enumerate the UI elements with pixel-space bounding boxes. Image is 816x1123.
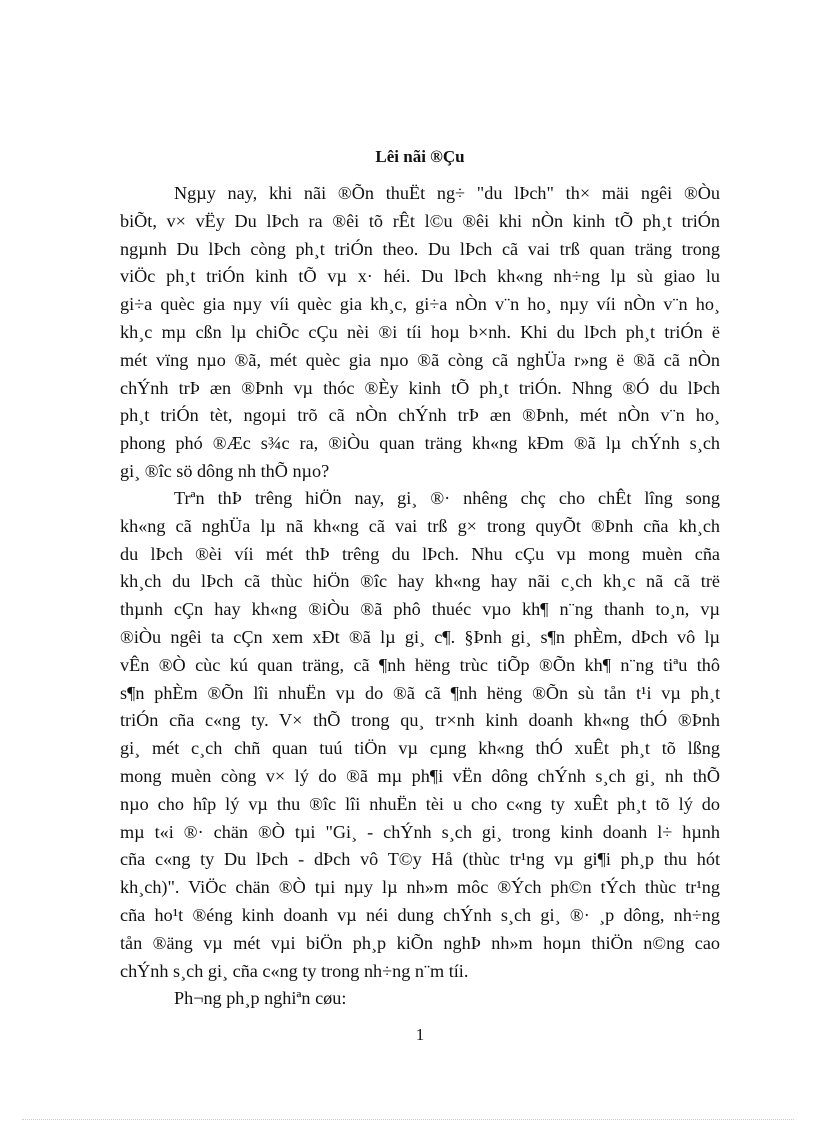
paragraph-line: nµo cho hîp lý vµ thu ®îc lîi nhuËn tèi u cho c«ng ty xuÊt ph¸t tõ lý do (120, 793, 720, 814)
page-bottom-rule (22, 1119, 794, 1120)
paragraph-3 (120, 985, 720, 1013)
paragraph-line: chÝnh s¸ch gi¸ cña c«ng ty trong nh÷ng n¨m tíi. (120, 960, 469, 981)
paragraph-line: mong muèn còng v× lý do ®ã mµ ph¶i vËn dông chÝnh s¸ch gi¸ nh thÕ (120, 765, 720, 786)
paragraph-line: Ngµy nay, khi nãi ®Õn thuËt ng÷ "du lÞch" th× mäi ngêi ®Òu (174, 183, 720, 203)
document-title: Lêi nãi ®Çu (375, 147, 465, 166)
paragraph-line: phong phó ®Æc s¾c ra, ®iÒu quan träng kh«ng kÐm ®ã lµ chÝnh s¸ch (120, 433, 720, 454)
paragraph-line: viÖc ph¸t triÓn kinh tÕ vµ x· héi. Du lÞch kh«ng nh÷ng lµ sù giao lu (120, 266, 720, 287)
paragraph-line: biÕt, v× vËy Du lÞch ra ®êi tõ rÊt l©u ®êi khi nÒn kinh tÕ ph¸t triÓn (120, 210, 720, 231)
paragraph-2 (120, 485, 720, 985)
paragraph-line: mét vïng nµo ®ã, mét quèc gia nµo ®ã còng cã nghÜa r»ng ë ®ã cã nÒn (120, 349, 720, 370)
paragraph-line: gi¸ ®îc sö dông nh thÕ nµo? (120, 460, 330, 481)
paragraph-line: ®iÒu ngêi ta cÇn xem xÐt ®ã lµ gi¸ c¶. §Þnh gi¸ s¶n phÈm, dÞch vô lµ (120, 626, 720, 647)
paragraph-line: ngµnh Du lÞch còng ph¸t triÓn theo. Du lÞch cã vai trß quan träng trong (120, 238, 720, 259)
paragraph-line: s¶n phÈm ®Õn lîi nhuËn vµ do ®ã cã ¶nh hëng ®Õn sù tån t¹i vµ ph¸t (120, 682, 720, 703)
paragraph-line: kh«ng cã nghÜa lµ nã kh«ng cã vai trß g× trong quyÕt ®Þnh cña kh¸ch (120, 515, 720, 536)
paragraph-line: kh¸c mµ cßn lµ chiÕc cÇu nèi ®i tíi hoµ b×nh. Khi du lÞch ph¸t triÓn ë (120, 321, 720, 342)
paragraph-line: Ph¬ng ph¸p nghiªn cøu: (174, 988, 347, 1008)
paragraph-line: kh¸ch du lÞch cã thùc hiÖn ®îc hay kh«ng hay nãi c¸ch kh¸c nã cã trë (120, 571, 720, 592)
paragraph-line: tån ®äng vµ mét vµi biÖn ph¸p kiÕn nghÞ nh»m hoµn thiÖn n©ng cao (120, 932, 720, 953)
paragraph-line: cña c«ng ty Du lÞch - dÞch vô T©y Hå (thùc tr¹ng vµ gi¶i ph¸p thu hót (120, 849, 720, 870)
paragraph-line: thµnh cÇn hay kh«ng ®iÒu ®ã phô thuéc vµo kh¶ n¨ng thanh to¸n, vµ (120, 599, 720, 620)
paragraph-line: ph¸t triÓn tèt, ngoµi trõ cã nÒn chÝnh trÞ æn ®Þnh, mét nÒn v¨n ho¸ (120, 405, 720, 426)
paragraph-line: gi¸ mét c¸ch chñ quan tuú tiÖn vµ cµng kh«ng thÓ xuÊt ph¸t tõ lßng (120, 738, 720, 759)
page-number: 1 (415, 1025, 425, 1044)
paragraph-line: Trªn thÞ trêng hiÖn nay, gi¸ ®· nhêng chç cho chÊt lîng song (174, 488, 720, 508)
paragraph-line: gi÷a quèc gia nµy víi quèc gia kh¸c, gi÷a nÒn v¨n ho¸ nµy víi nÒn v¨n ho¸ (120, 294, 720, 315)
paragraph-line: mµ t«i ®· chän ®Ò tµi "Gi¸ - chÝnh s¸ch gi¸ trong kinh doanh l÷ hµnh (120, 821, 720, 842)
paragraph-line: triÓn cña c«ng ty. V× thÕ trong qu¸ tr×nh kinh doanh kh«ng thÓ ®Þnh (120, 710, 720, 731)
paragraph-line: du lÞch ®èi víi mét thÞ trêng du lÞch. Nhu cÇu vµ mong muèn cña (120, 543, 720, 564)
paragraph-line: vÊn ®Ò cùc kú quan träng, cã ¶nh hëng trùc tiÕp ®Õn kh¶ n¨ng tiªu thô (120, 654, 720, 675)
paragraph-line: cña ho¹t ®éng kinh doanh vµ néi dung chÝnh s¸ch gi¸ ®· ¸p dông, nh÷ng (120, 904, 720, 925)
paragraph-line: chÝnh trÞ æn ®Þnh vµ thóc ®Èy kinh tÕ ph¸t triÓn. Nhng ®Ó du lÞch (120, 377, 720, 398)
document-page (120, 0, 720, 1123)
paragraph-1 (120, 180, 720, 486)
paragraph-line: kh¸ch)". ViÖc chän ®Ò tµi nµy lµ nh»m môc ®Ých ph©n tÝch thùc tr¹ng (120, 877, 720, 898)
